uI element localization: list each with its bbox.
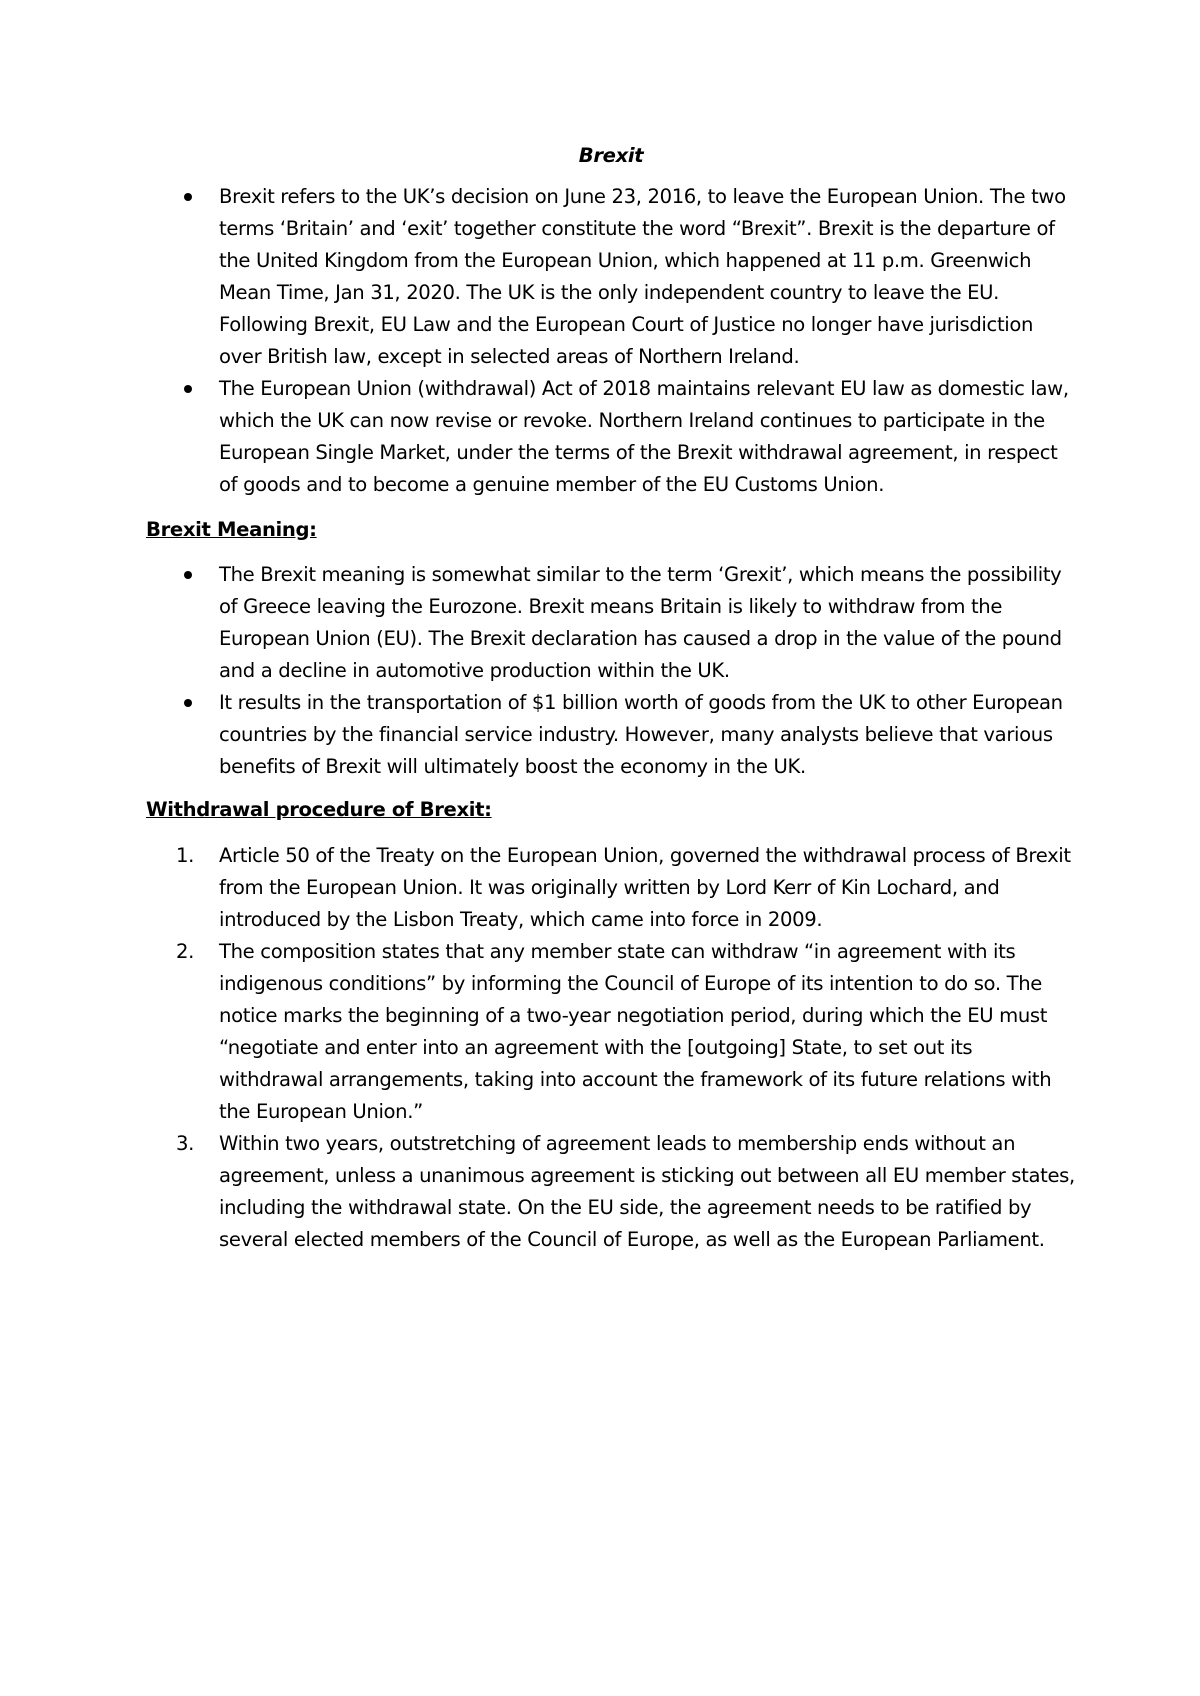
list-item-text: Article 50 of the Treaty on the European Union, governed the withdrawal process of Brexit from the European Union. It was originally written by Lord Kerr of Kin Lochard, and introduced by the Lisbon Treaty, which came into force in 2009.: [219, 844, 1071, 931]
list-item-text: The composition states that any member state can withdraw “in agreement with its indigenous conditions” by informing the Council of Europe of its intention to do so. The notice marks the beginning of a two-year negotiation period, during which the EU must “negotiate and enter into an agreement with the [outgoing] State, to set out its withdrawal arrangements, taking into account the framework of its future relations with the European Union.”: [219, 940, 1052, 1123]
document-content: [146, 140, 1076, 1256]
document-title: Brexit: [578, 144, 644, 167]
list-item: [146, 1128, 1076, 1256]
list-item: [146, 687, 1076, 783]
list-item: [146, 373, 1076, 501]
bullet-icon: [184, 699, 192, 707]
list-number: 3.: [176, 1132, 194, 1155]
list-item-text: Brexit refers to the UK’s decision on June 23, 2016, to leave the European Union. The two terms ‘Britain’ and ‘exit’ together constitute the word “Brexit”. Brexit is the departure of the United Kingdom from the European Union, which happened at 11 p.m. Greenwich Mean Time, Jan 31, 2020. The UK is the only independent country to leave the EU. Following Brexit, EU Law and the European Court of Justice no longer have jurisdiction over British law, except in selected areas of Northern Ireland.: [219, 185, 1066, 368]
meaning-bullet-list: [146, 559, 1076, 783]
list-item-text: The Brexit meaning is somewhat similar to the term ‘Grexit’, which means the possibility of Greece leaving the Eurozone. Brexit means Britain is likely to withdraw from the European Union (EU). The Brexit declaration has caused a drop in the value of the pound and a decline in automotive production within the UK.: [219, 563, 1062, 682]
list-number: 1.: [176, 844, 194, 867]
list-item: [146, 840, 1076, 936]
list-item: [146, 936, 1076, 1128]
section-heading-withdrawal-procedure: Withdrawal procedure of Brexit:: [146, 798, 492, 821]
list-item: [146, 181, 1076, 373]
bullet-icon: [184, 385, 192, 393]
intro-bullet-list: [146, 181, 1076, 501]
list-item-text: Within two years, outstretching of agreement leads to membership ends without an agreement, unless a unanimous agreement is sticking out between all EU member states, including the withdrawal state. On the EU side, the agreement needs to be ratified by several elected members of the Council of Europe, as well as the European Parliament.: [219, 1132, 1075, 1251]
bullet-icon: [184, 571, 192, 579]
list-item-text: The European Union (withdrawal) Act of 2018 maintains relevant EU law as domestic law, which the UK can now revise or revoke. Northern Ireland continues to participate in the European Single Market, under the terms of the Brexit withdrawal agreement, in respect of goods and to become a genuine member of the EU Customs Union.: [219, 377, 1069, 496]
bullet-icon: [184, 193, 192, 201]
list-item: [146, 559, 1076, 687]
section-heading-brexit-meaning: Brexit Meaning:: [146, 518, 317, 541]
list-item-text: It results in the transportation of $1 billion worth of goods from the UK to other European countries by the financial service industry. However, many analysts believe that various benefits of Brexit will ultimately boost the economy in the UK.: [219, 691, 1063, 778]
list-number: 2.: [176, 940, 194, 963]
withdrawal-numbered-list: [146, 840, 1076, 1256]
